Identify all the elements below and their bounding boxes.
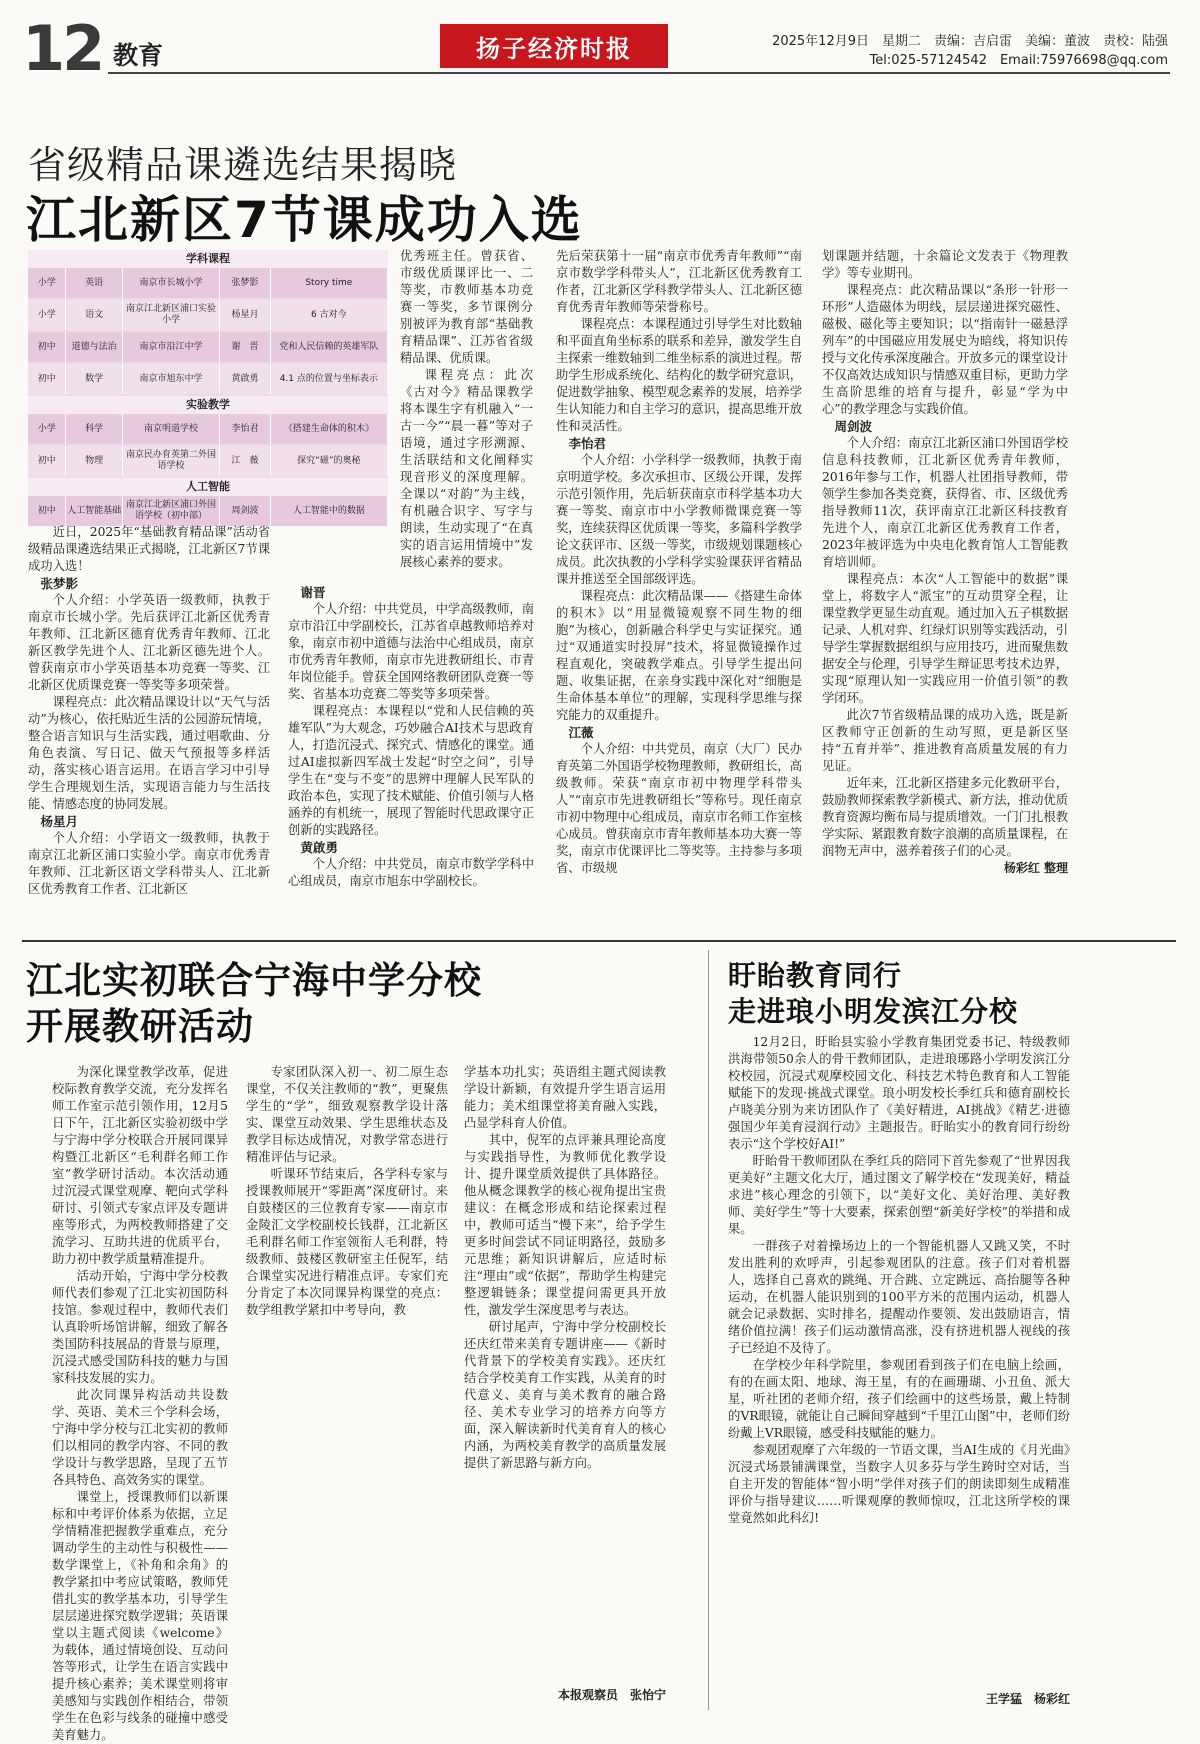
table-row: 小学 语文 南京江北新区浦口实验小学 杨星月 6 古对今 [28, 300, 388, 330]
paragraph: 活动开始，宁海中学分校教师代表们参观了江北实初国防科技馆。参观过程中，教师代表们认真聆听场馆讲解，细致了解各类国防科技展品的背景与原理，沉浸式感受国防科技的魅力与国家科技发展的实力。 [52, 1269, 228, 1385]
article1-column-4 [822, 248, 1068, 924]
paragraph: 课程亮点：此次精品课——《搭建生命体的积木》以“用显微镜观察不同生物的细胞”为核心，创新融合科学史与实证探究。通过“双通道实时投屏”技术，将显微镜操作过程直观化，突破教学难点。引导学生提出问题、收集证据，在亲身实践中深化对“细胞是生命体基本单位”的理解，实现科学思维与探究能力的双重提升。 [556, 589, 802, 722]
edition-info: 2025年12月9日 星期二 责编：吉启雷 美编：董波 责校：陆强 [772, 34, 1168, 49]
table-group-2 [28, 414, 388, 476]
headline-line: 盱眙教育同行 [728, 959, 903, 992]
table-row: 初中 人工智能基础 南京江北新区浦口外国语学校（初中部） 周剑波 人工智能中的数据 [28, 496, 388, 526]
paragraph: 12月2日，盱眙县实验小学教育集团党委书记、特级教师洪海带领50余人的骨干教师团队，走进琅琊路小学明发滨江分校校园，沉浸式观摩校园文化、科技艺术特色教育和人工智能赋能下的发现·挑战式课堂。琅小明发校长季红兵和德育副校长卢晓美分别为来访团队作了《美好精进，AI挑战》《精艺·进德强国少年美育浸润行动》主题报告。盱眙实小的教育同行纷纷表示“这个学校好AI!” [728, 1035, 1070, 1151]
paragraph: 近日，2025年“基础教育精品课”活动省级精品课遴选结果正式揭晓，江北新区7节课成功入选！ [28, 525, 270, 573]
paragraph: 课程亮点：此次精品课以“条形一针形一环形”人造磁体为明线，层层递进探究磁性、磁极、磁化等主要知识；以“指南针一磁悬浮列车”的中国磁应用发展史为暗线，将知识传授与文化传承深度融合。开放多元的课堂设计不仅高效达成知识与情感双重目标，更助力学生高阶思维的培育与提升，彰显“学为中心”的教学理念与实践价值。 [822, 283, 1068, 416]
table-row: 小学 科学 南京明道学校 李怡君 《搭建生命体的积木》 [28, 414, 388, 444]
article2-column-2 [246, 1064, 448, 1710]
teacher-name: 杨星月 [40, 814, 79, 829]
table-group-heading: 人工智能 [28, 478, 388, 496]
article1-byline: 杨彩红 整理 [1003, 861, 1068, 875]
table-group-1 [28, 268, 388, 394]
article1-column-1 [28, 524, 270, 924]
paragraph: 课程亮点：此次《古对今》精品课教学将本课生字有机融入“一古一今”“晨一暮”等对子语境，通过字形溯源、生活联结和文化阐释实现音形义的深度理解。全课以“对韵”为主线，有机融合识字、写字与朗读，生动实现了“在真实的语言运用情境中”发展核心素养的要求。 [400, 368, 533, 569]
page-number: 12 [22, 12, 103, 85]
article1-kicker: 省级精品课遴选结果揭晓 [28, 143, 458, 187]
article2-column-1 [52, 1064, 228, 1742]
article1-column-2b [288, 584, 534, 924]
paragraph: 个人介绍：中共党员，中学高级教师，南京市沿江中学副校长，江苏省卓越教师培养对象，南京市初中道德与法治中心组成员，南京市优秀青年教师，南京市先进教研组长、市青年岗位能手。曾获全国网络教研团队竞赛一等奖、省基本功竞赛二等奖等多项荣誉。 [288, 602, 534, 701]
table-row: 初中 物理 南京民办育英第二外国语学校 江 薇 探究“磁”的奥秘 [28, 446, 388, 476]
article3-headline [728, 958, 1018, 1030]
article1-column-2a [400, 248, 533, 569]
paragraph: 其中，倪军的点评兼具理论高度与实践指导性，为教师优化教学设计、提升课堂质效提供了具体路径。他从概念课教学的核心视角提出宝贵建议：在概念形成和结论探索过程中，教师可适当“慢下来”，给予学生更多时间尝试不同证明路径，鼓励多元思维；新知识讲解后，应适时标注“理由”或“依据”，帮助学生构建完整逻辑链条；课堂提问需更具开放性，激发学生深度思考与表达。 [464, 1133, 666, 1317]
paragraph: 为深化课堂教学改革，促进校际教育教学交流，充分发挥名师工作室示范引领作用，12月5日下午，江北新区实验初级中学与宁海中学分校联合开展同课异构暨江北新区“毛利群名师工作室”教学研讨活动。本次活动通过沉浸式课堂观摩、靶向式学科研讨、引领式专家点评及专题讲座等形式，为两校教师搭建了交流学习、互助共进的优质平台，助力初中教学质量精准提升。 [52, 1065, 228, 1266]
teacher-name: 李怡君 [568, 436, 607, 451]
paragraph: 一群孩子对着操场边上的一个智能机器人又跳又笑，不时发出胜利的欢呼声，引起参观团队的注意。孩子们对着机器人，选择自己喜欢的跳绳、开合跳、立定跳远、高抬腿等各种运动，在机器人能识别到的100平方米的范围内运动，机器人就会记录数据、实时排名，提醒动作要领、发出鼓励语言，情绪价值拉满！孩子们运动激情高涨，没有挤进机器人视线的孩子已经迫不及待了。 [728, 1239, 1070, 1355]
paragraph: 盱眙骨干教师团队在季红兵的陪同下首先参观了“世界因我更美好”主题文化大厅，通过图文了解学校在“发现美好，精益求进”核心理念的引领下，以“美好文化、美好治理、美好教师、美好学生”等十大要素，探索创塑“新美好学校”的举措和成果。 [728, 1154, 1070, 1236]
table-row: 初中 道德与法治 南京市沿江中学 谢 晋 党和人民信赖的英雄军队 [28, 332, 388, 362]
masthead-rule [108, 72, 1170, 74]
headline-line: 开展教研活动 [26, 1005, 254, 1048]
paragraph: 听课环节结束后，各学科专家与授课教师展开“零距离”深度研讨。来自鼓楼区的三位教育专家——南京市金陵汇文学校副校长钱群，江北新区毛利群名师工作室领衔人毛利群，特级教师、鼓楼区教研室主任倪军，结合课堂实况进行精准点评。专家们充分肯定了本次同课异构课堂的亮点：数学组教学紧扣中考导向，教 [246, 1167, 448, 1317]
paragraph: 个人介绍：小学语文一级教师，执教于南京江北新区浦口实验小学。南京市优秀青年教师、江北新区语文学科带头人、江北新区优秀教育工作者、江北新区 [28, 831, 270, 896]
table-row: 小学 英语 南京市长城小学 张梦影 Story time [28, 268, 388, 298]
paragraph: 个人介绍：中共党员，南京市数学学科中心组成员，南京市旭东中学副校长。 [288, 857, 534, 888]
paragraph: 个人介绍：小学科学一级教师，执教于南京明道学校。多次承担市、区级公开课，发挥示范引领作用，先后斩获南京市科学基本功大赛一等奖、南京市中小学教师微课竞赛一等奖，连续获得区优质课一等奖，多篇科学教学论文获评市、区级一等奖，市级规划课题核心成员。此次执教的小学科学实验课获评省精品课并推送至全国部级评选。 [556, 453, 802, 586]
article1-column-3 [556, 248, 802, 924]
paragraph: 课程亮点：本课程通过引导学生对比数轴和平面直角坐标系的联系和差异，激发学生自主探索一维数轴到二维坐标系的演进过程。帮助学生形成系统化、结构化的数学研究意识，促进数学抽象、模型观念素养的发展，培养学生认知能力和自主学习的意识，提高思维开放性和灵活性。 [556, 317, 802, 433]
headline-line: 江北实初联合宁海中学分校 [26, 959, 482, 1002]
teacher-name: 周剑波 [834, 419, 873, 434]
teacher-name: 黄啟勇 [300, 840, 339, 855]
paragraph: 此次同课异构活动共设数学、英语、美术三个学科会场，宁海中学分校与江北实初的教师们以相同的教学内容、不同的教学设计与教学思路，呈现了五节各具特色、高效务实的课堂。 [52, 1388, 228, 1487]
course-table [28, 250, 388, 521]
table-row: 初中 数学 南京市旭东中学 黄啟勇 4.1 点的位置与坐标表示 [28, 364, 388, 394]
article2-column-3 [464, 1064, 666, 1678]
article2-byline: 本报观察员 张怡宁 [557, 1688, 666, 1702]
article1-headline: 江北新区7节课成功入选 [26, 191, 583, 249]
article2-headline [26, 958, 482, 1050]
paragraph: 个人介绍：小学英语一级教师，执教于南京市长城小学。先后获评江北新区优秀青年教师、江北新区德育优秀青年教师、江北新区教学先进个人、江北新区德先进个人。曾获南京市小学英语基本功竞赛一等奖、江北新区优质课竞赛一等奖等多项荣誉。 [28, 593, 270, 692]
paragraph: 优秀班主任。曾获省、市级优质课评比一、二等奖，市教师基本功竞赛一等奖，多节课例分别被评为教育部“基础教育精品课”、江苏省省级精品课、优质课。 [400, 249, 533, 365]
article3-body [728, 1034, 1070, 1684]
paragraph: 课程亮点：此次精品课设计以“天气与活动”为核心，依托贴近生活的公园游玩情境，整合语言知识与生活实践，通过唱歌曲、分角色表演、写日记、做天气预报等多样活动，落实核心语言运用。在语言学习中引导学生合理规划生活，实现语言能力与生活技能、情感态度的协同发展。 [28, 695, 270, 811]
paragraph: 划课题并结题，十余篇论文发表于《物理教学》等专业期刊。 [822, 249, 1068, 280]
paragraph: 在学校少年科学院里，参观团看到孩子们在电脑上绘画，有的在画太阳、地球、海王星，有的在画珊瑚、小丑鱼、派大星，听社团的老师介绍，孩子们绘画中的这些场景，戴上特制的VR眼镜，就能让自己瞬间穿越到“千里江山图”中，老师们纷纷戴上VR眼镜，感受科技赋能的魅力。 [728, 1358, 1070, 1440]
paragraph: 近年来，江北新区搭建多元化教研平台，鼓励教师探索教学新模式、新方法，推动优质教育资源均衡布局与提质增效。一门门扎根教学实际、紧跟教育数字浪潮的高质量课程，在润物无声中，滋养着孩子们的心灵。 [822, 776, 1068, 858]
section-divider [22, 940, 1176, 942]
teacher-name: 张梦影 [40, 576, 79, 591]
paragraph: 此次7节省级精品课的成功入选，既是新区教师守正创新的生动写照，更是新区坚持“五育并举”、推进教育高质量发展的有力见证。 [822, 708, 1068, 773]
paragraph: 个人介绍：南京江北新区浦口外国语学校信息科技教师，江北新区优秀青年教师，2016年参与工作，机器人社团指导教师，带领学生参加各类竞赛，获得省、市、区级优秀指导教师11次，获评南京江北新区科技教育先进个人，南京江北新区优秀教育工作者，2023年被评选为中央电化教育馆人工智能教育培训师。 [822, 436, 1068, 569]
paragraph: 课程亮点：本次“人工智能中的数据”课堂上，将数字人“派宝”的互动贯穿全程，让课堂教学更显生动直观。通过加入五子棋数据记录、人机对弈、红绿灯识别等实践活动，引导学生掌握数据组织与应用技巧，进而聚焦数据安全与伦理，引导学生辩证思考技术边界，实现“原理认知一实践应用一价值引领”的教学闭环。 [822, 572, 1068, 705]
section-title: 教育 [113, 41, 164, 70]
paragraph: 先后荣获第十一届“南京市优秀青年教师”“南京市数学学科带头人”，江北新区优秀教育工作者，江北新区学科教学带头人、江北新区德育优秀青年教师等荣誉称号。 [556, 249, 802, 314]
contact-info: Tel:025-57124542 Email:75976698@qq.com [869, 53, 1168, 68]
paragraph: 参观团观摩了六年级的一节语文课，当AI生成的《月光曲》沉浸式场景铺满课堂，当数字人贝多芬与学生跨时空对话，当自主开发的智能体“智小明”学伴对孩子们的朗读即刻生成精准评价与指导建议……听课观摩的教师惊叹，江北这所学校的课堂竟然如此科幻! [728, 1443, 1070, 1525]
column-divider [708, 950, 709, 1710]
paragraph: 课堂上，授课教师们以新课标和中考评价体系为依据，立足学情精准把握教学重难点，充分调动学生的主动性与积极性——数学课堂上，《补角和余角》的教学紧扣中考应试策略，教师凭借扎实的教学基本功，引导学生层层递进探究数学逻辑；英语课堂以主题式阅读《welcome》为载体，通过情境创设、互动问答等形式，让学生在语言实践中提升核心素养；美术课堂则将审美感知与实践创作相结合，带领学生在色彩与线条的碰撞中感受美育魅力。 [52, 1490, 228, 1742]
table-group-3 [28, 496, 388, 526]
paragraph: 课程亮点：本课程以“党和人民信赖的英雄军队”为大观念，巧妙融合AI技术与思政育人，打造沉浸式、探究式、情感化的课堂。通过AI虚拟新四军战士发起“时空之问”，引导学生在“变与不变”的思辨中理解人民军队的政治本色，实现了技术赋能、价值引领与人格涵养的有机统一，展现了智能时代思政课守正创新的实践路径。 [288, 704, 534, 837]
paragraph: 专家团队深入初一、初二原生态课堂，不仅关注教师的“教”，更聚焦学生的“学”，细致观察教学设计落实、课堂互动效果、学生思维状态及教学目标达成情况，对教学常态进行精准评估与记录。 [246, 1065, 448, 1164]
table-group-heading: 实验教学 [28, 396, 388, 414]
paragraph: 学基本功扎实；英语组主题式阅读教学设计新颖，有效提升学生语言运用能力；美术组课堂将美育融入实践，凸显学科育人价值。 [464, 1065, 666, 1130]
paragraph: 个人介绍：中共党员，南京（大厂）民办育英第二外国语学校物理教师，教研组长，高级教师。荣获“南京市初中物理学科带头人”“南京市先进教研组长”等称号。现任南京市初中物理中心组成员，南京市名师工作室核心成员。曾获南京市青年教师基本功大赛一等奖，南京市优课评比二等奖等。主持参与多项省、市级规 [556, 742, 802, 875]
teacher-name: 江薇 [568, 725, 594, 740]
teacher-name: 谢晋 [300, 585, 326, 600]
newspaper-logo: 扬子经济时报 [440, 24, 668, 68]
article3-byline: 王学猛 杨彩红 [985, 1692, 1070, 1706]
paragraph: 研讨尾声，宁海中学分校副校长还庆红带来美育专题讲座——《新时代背景下的学校美育实践》。还庆红结合学校美育工作实践，从美育的时代意义、美育与美术教育的融合路径、美术专业学习的培养方向等方面，深入解读新时代美育育人的核心内涵，为两校美育教学的高质量发展提供了新思路与新方向。 [464, 1320, 666, 1470]
table-group-heading: 学科课程 [28, 250, 388, 268]
headline-line: 走进琅小明发滨江分校 [728, 995, 1019, 1028]
